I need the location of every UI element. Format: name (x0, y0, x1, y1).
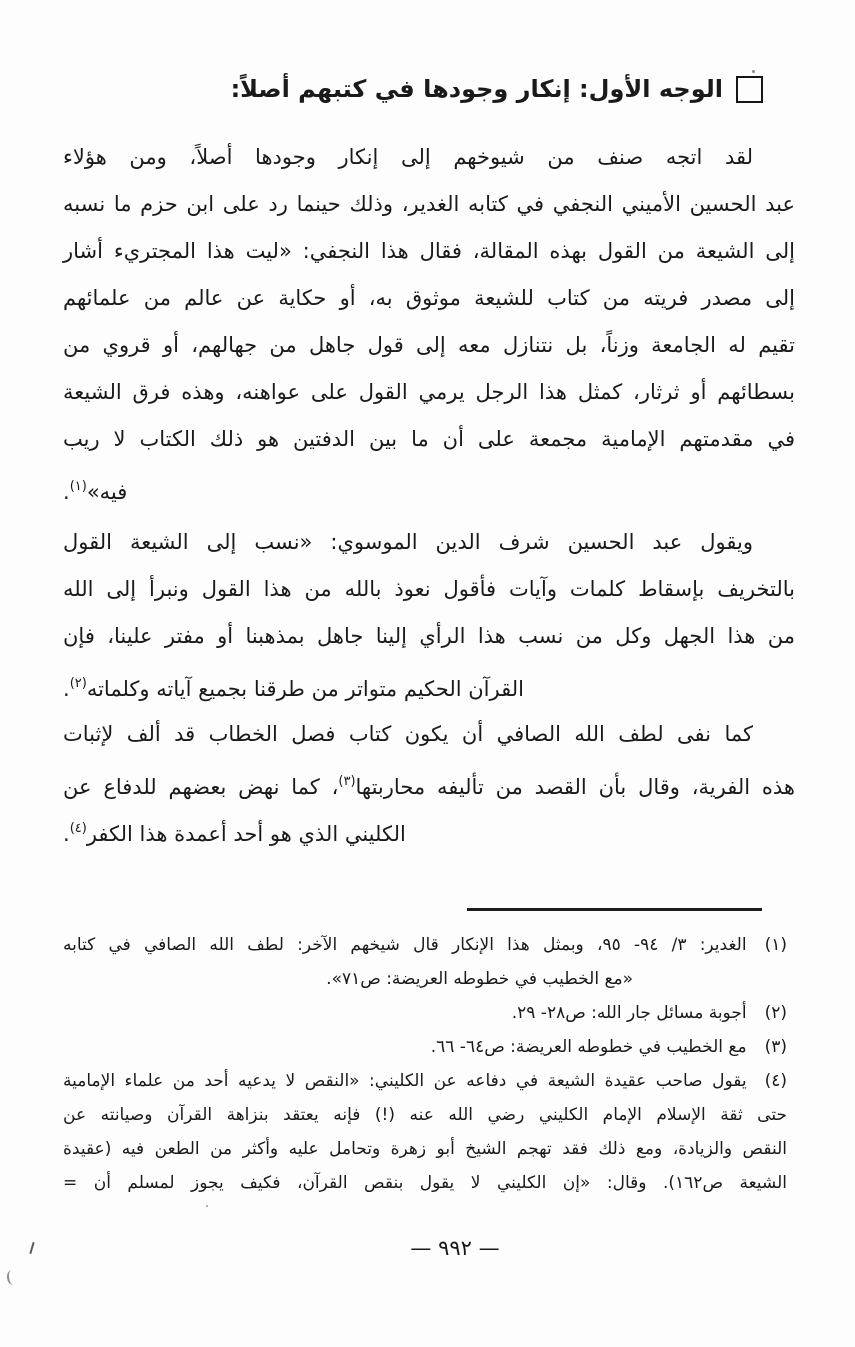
body-line: لقد اتجه صنف من شيوخهم إلى إنكار وجودها أصلاً، ومن هؤلاء (63, 145, 753, 169)
footnote-ref-3: (٣) (338, 774, 356, 789)
body-line: بسطائهم أو ثرثار، كمثل هذا الرجل يرمي القول على عواهنه، وهذه فرق الشيعة (63, 380, 795, 404)
footnote-number-3: (٣) (764, 1037, 787, 1057)
body-line: إلى مصدر فريته من كتاب للشيعة موثوق به، أو حكاية عن عالم من علمائهم (63, 286, 795, 310)
ink-speck (206, 1205, 208, 1207)
footnote-ref-4: (٤) (69, 821, 87, 836)
section-heading (231, 72, 763, 106)
body-text: القرآن الحكيم متواتر من طرقنا بجميع آياته وكلماته (86, 677, 524, 701)
body-line: في مقدمتهم الإمامية مجمعة على أن ما بين الدفتين هو ذلك الكتاب لا ريب (63, 427, 795, 451)
footnotes (63, 928, 787, 1200)
body-text: . (63, 677, 70, 701)
ink-speck (29, 1242, 34, 1254)
body-line: تقيم له الجامعة وزناً، بل نتنازل معه إلى قول جاهل من جهالهم، أو قروي من (63, 333, 795, 357)
footnote-4-line-3: النقص والزيادة، ومع ذلك فقد تهجم الشيخ أبو زهرة وتحامل عليه وأكثر من الطعن فيه (عقيدة (63, 1139, 787, 1159)
body-line (63, 805, 795, 852)
footnote-1-line-2: «مع الخطيب في خطوطه العريضة: ص٧١». (326, 969, 633, 989)
ink-speck (752, 70, 755, 73)
footnote-ref-1: (١) (69, 479, 87, 494)
footnote-4-line-4: الشيعة ص١٦٢). وقال: «إن الكليني لا يقول بنقص القرآن، فكيف يجوز لمسلم أن = (63, 1173, 787, 1193)
section-heading-text: الوجه الأول: إنكار وجودها في كتبهم أصلاً: (230, 75, 723, 103)
body-line (63, 660, 795, 707)
footnote-4-line-1 (63, 1064, 787, 1098)
footnote-4-line-2: حتى ثقة الإسلام الإمام الكليني رضي الله عنه (!) فإنه يعتقد بنزاهة القرآن وصيانته عن (63, 1105, 787, 1125)
paragraph-1 (63, 134, 795, 510)
footnote-number-1: (١) (764, 935, 787, 955)
body-line (63, 758, 795, 805)
footnote-text: أجوبة مسائل جار الله: ص٢٨- ٢٩. (511, 1003, 747, 1023)
footnote-number-4: (٤) (764, 1071, 787, 1091)
footnote-2 (63, 996, 787, 1030)
square-bullet-icon (736, 76, 763, 103)
footnote-text: الغدير: ٣/ ٩٤- ٩٥، وبمثل هذا الإنكار قال شيخهم الآخر: لطف الله الصافي في كتابه (63, 935, 747, 955)
footnote-1-line-1 (63, 928, 787, 962)
footnote-number-2: (٢) (764, 1003, 787, 1023)
paragraph-3 (63, 711, 795, 852)
page-number: — ٩٩٢ — (410, 1236, 500, 1260)
body-text: . (63, 480, 70, 504)
ink-speck (6, 1269, 19, 1285)
body-text: هذه الفرية، وقال بأن القصد من تأليفه محاربتها (355, 775, 795, 799)
body-line: بالتخريف بإسقاط كلمات وآيات فأقول نعوذ بالله من هذا القول ونبرأ إلى الله (63, 577, 795, 601)
body-line: إلى الشيعة من القول بهذه المقالة، فقال هذا النجفي: «ليت هذا المجتريء أشار (63, 239, 795, 263)
body-text: ، كما نهض بعضهم للدفاع عن (63, 775, 339, 799)
paragraph-2 (63, 519, 795, 707)
footnote-3 (63, 1030, 787, 1064)
footnote-text: مع الخطيب في خطوطه العريضة: ص٦٤- ٦٦. (430, 1037, 747, 1057)
body-line: من هذا الجهل وكل من نسب هذا الرأي إلينا جاهل بمذهبنا أو مفتر علينا، فإن (63, 624, 795, 648)
footnote-text: يقول صاحب عقيدة الشيعة في دفاعه عن الكليني: «النقص لا يدعيه أحد من علماء الإمامية (63, 1071, 747, 1091)
body-text: . (63, 822, 70, 846)
footnote-ref-2: (٢) (69, 676, 87, 691)
footnote-separator-rule (467, 908, 762, 911)
body-text: الكليني الذي هو أحد أعمدة هذا الكفر (86, 822, 406, 846)
body-text: فيه» (86, 480, 128, 504)
body-line: عبد الحسين الأميني النجفي في كتابه الغدير، وذلك حينما رد على ابن حزم ما نسبه (63, 192, 795, 216)
body-line (63, 463, 795, 510)
body-line: كما نفى لطف الله الصافي أن يكون كتاب فصل الخطاب قد ألف لإثبات (63, 722, 753, 746)
body-line: ويقول عبد الحسين شرف الدين الموسوي: «نسب إلى الشيعة القول (63, 530, 753, 554)
